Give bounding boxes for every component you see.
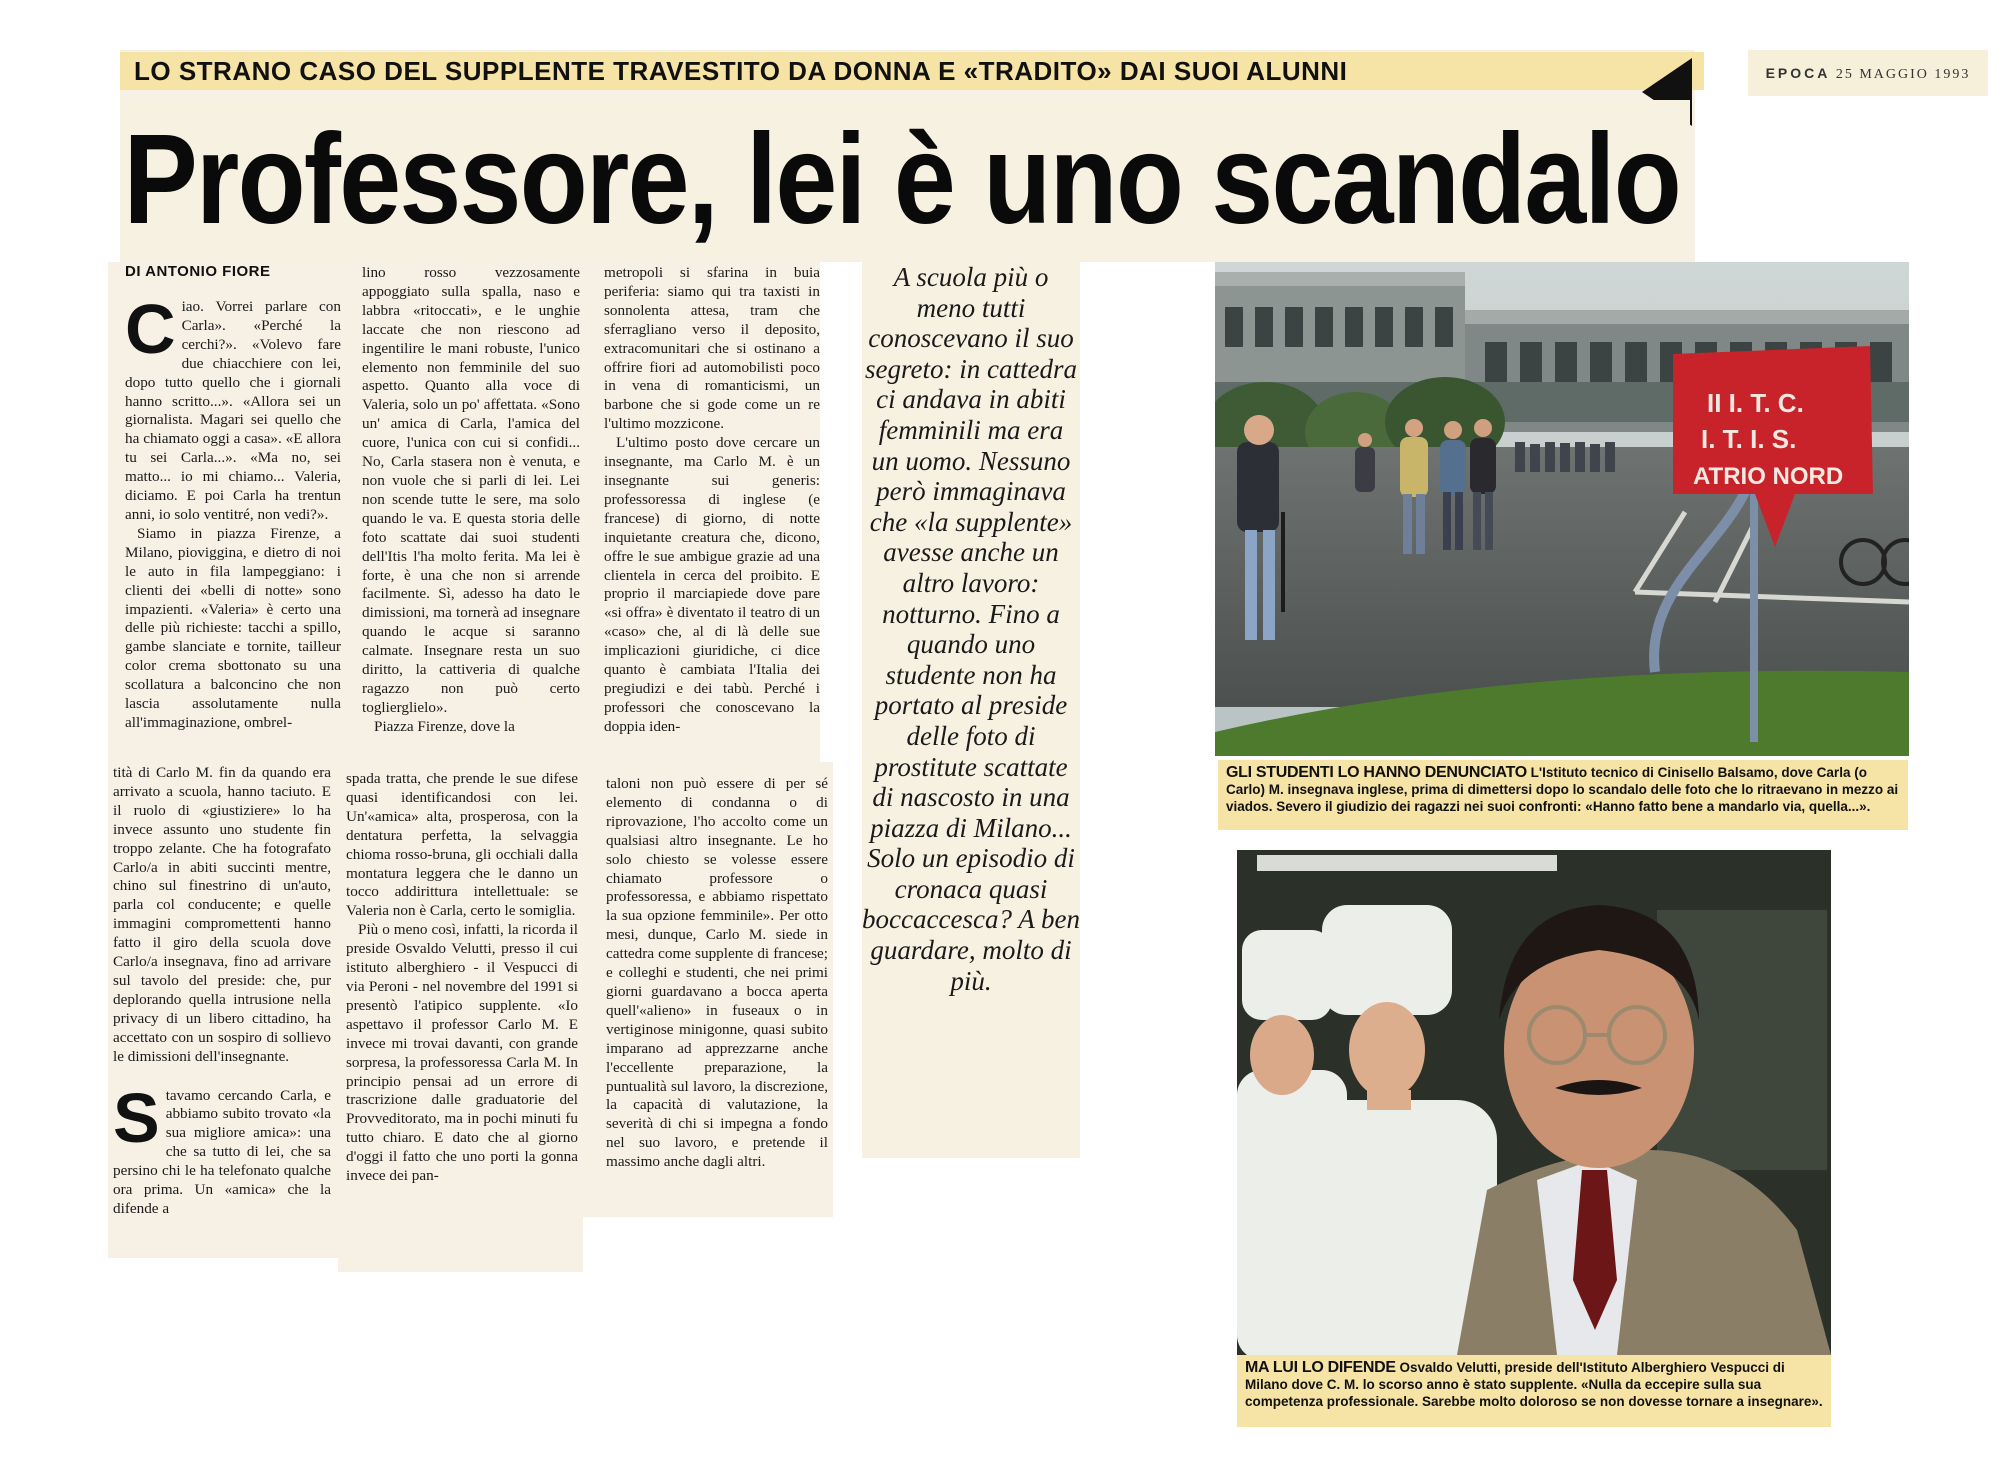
article-paragraph: taloni non può essere di per sé elemento di condanna o di riprovazione, l'ho accolto come un qualsiasi altro insegnante. Le ho solo chiesto se volesse essere chiamato professore o professoressa, e abbiamo rispettato la sua opzione femminile». Per otto mesi, dunque, Carlo M. siede in cattedra come supplente di francese; e colleghi e studenti, che nei primi giorni guardavano a bocca aperta quell'«alieno» in fuseaux o in vertiginose minigonne, quasi subito imparano ad apprezzarne anche l'eccellente preparazione, la puntualità sul lavoro, la discrezione, la capacità di valutazione, la severità di chi si impegna a fondo nel suo lavoro, e pretende il massimo anche dagli altri. [606,775,828,1171]
article-paragraph: L'ultimo posto dove cercare un insegnante, ma Carlo M. è un insegnante sui generis: professoressa di inglese (e francese) di giorno, di notte inquietante creatura che, dicono, offre le sue ambigue grazie ad una clientela in cerca del proibito. E proprio il marciapiede dove pare «si offra» è diventato il teatro di un «caso» che, al di là delle sue implicazioni giuridiche, ci dice quanto è cambiata l'Italia dei pregiudizi e dei tabù. Perché i professori che conoscevano la doppia iden- [604,434,820,735]
photo-school-courtyard [1215,262,1909,756]
article-paragraph: metropoli si sfarina in buia periferia: siamo qui tra taxisti in sonnolenta attesa, tram che sferragliano verso il deposito, extracomunitari che si ostinano a offrire fiori ad automobilisti poco in vena di romanticismi, un barbone che si gode come un re l'ultimo mozzicone. [604,264,820,433]
kicker: LO STRANO CASO DEL SUPPLENTE TRAVESTITO DA DONNA E «TRADITO» DAI SUOI ALUNNI [120,52,1704,90]
article-paragraph: Ciao. Vorrei parlare con Carla». «Perché la cerchi?». «Volevo fare due chiacchiere con lei, dopo tutto quello che i giornali hanno scritto...». «Allora sei un giornalista. Magari sei quello che ha chiamato oggi a casa». «E allora tu sei Carla...». «Ma no, sei matto... io mi chiamo... Valeria, diciamo. E poi Carla ha trentun anni, io solo ventitré, non vedi?». [125,298,341,523]
article-column-6 [606,775,828,1215]
caption-title: MA LUI LO DIFENDE [1245,1359,1396,1376]
masthead [1748,50,1988,96]
photo-principal [1237,850,1831,1355]
article-column-3 [604,264,820,758]
pull-quote: A scuola più o meno tutti conoscevano il suo segreto: in cattedra ci andava in abiti femminili ma era un uomo. Nessuno però immaginava che «la supplente» avesse anche un altro lavoro: notturno. Fino a quando uno studente non ha portato al preside delle foto di prostitute scattate di nascosto in una piazza di Milano... Solo un episodio di cronaca quasi boccaccesca? A ben guardare, molto di più. [862,262,1080,1158]
dropcap: S [113,1078,160,1157]
dropcap: C [125,298,176,368]
masthead-date: 25 MAGGIO 1993 [1835,67,1971,82]
caption-body: L'Istituto tecnico di Cinisello Balsamo, dove Carla (o Carlo) M. insegnava inglese, prima di dimettersi dopo lo scandalo delle foto che lo ritraevano in mezzo ai viados. Severo il giudizio dei ragazzi nei suoi confronti: «Hanno fatto bene a mandarlo via, quella...». [1226,765,1899,814]
article-paragraph: spada tratta, che prende le sue difese quasi identificandosi con lei. Un'«amica» alta, prosperosa, con la dentatura perfetta, la selvaggia chioma rosso-bruna, gli occhiali dalla montatura leggera che le danno un tocco addirittura intellettuale: se Valeria non è Carla, certo le somiglia. [346,770,578,920]
article-column-5 [346,770,578,1268]
sign-line-3: ATRIO NORD [1693,463,1844,490]
photo-caption-2 [1237,1355,1831,1427]
article-paragraph: tità di Carlo M. fin da quando era arrivato a scuola, hanno taciuto. E il ruolo di «giustiziere» lo ha invece assunto uno studente fin troppo zelante. Che ha fotografato Carlo/a in abiti succinti mentre, chino sul finestrino di un'auto, parla col conducente; e quelle immagini compromettenti hanno fatto il giro della scuola dove Carlo/a insegnava, fino ad arrivare sul tavolo del preside: che, pur deplorando quella intrusione nella privacy di un libero cittadino, ha accettato con un sospiro di sollievo le dimissioni dell'insegnante. [113,764,331,1065]
article-paragraph: Stavamo cercando Carla, e abbiamo subito trovato «la sua migliore amica»: una che sa tutto di lei, che sa persino chi le ha telefonato qualche ora prima. Un «amica» che la difende a [113,1078,331,1217]
article-column-2 [362,264,580,758]
sign-line-1: II I. T. C. [1707,388,1804,418]
article-paragraph: Piazza Firenze, dove la [374,717,515,735]
sign-line-2: I. T. I. S. [1701,424,1797,454]
article-column-4 [113,764,331,1254]
photo-caption-1 [1218,760,1908,830]
article-column-1 [125,298,341,758]
byline: DI ANTONIO FIORE [125,263,271,280]
caption-body: Osvaldo Velutti, preside dell'Istituto Alberghiero Vespucci di Milano dove C. M. lo scorso anno è stato supplente. «Nulla da eccepire sulla sua competenza professionale. Sarebbe molto doloroso se non dovesse tornare a insegnare». [1245,1360,1823,1409]
photo-principal-illustration [1237,850,1831,1355]
caption-title: GLI STUDENTI LO HANNO DENUNCIATO [1226,764,1527,781]
article-paragraph: Siamo in piazza Firenze, a Milano, pioviggina, e dietro di noi le auto in fila lampeggiano: i clienti dei «belli di notte» sono impazienti. «Valeria» è certo una delle più richieste: tacchi a spillo, gambe slanciate e tornite, tailleur color crema sbottonato su una scollatura a balconcino che non lascia assolutamente nulla all'immaginazione, ombrel- [125,524,341,731]
article-paragraph: Più o meno così, infatti, la ricorda il preside Osvaldo Velutti, presso il cui istituto alberghiero - il Vespucci di via Peroni - nel novembre del 1991 si presentò l'atipico supplente. «Io aspettavo il professor Carlo M. E invece mi trovai davanti, con grande sorpresa, la professoressa Carla M. In principio pensai ad un errore di trascrizione dalle graduatorie del Provveditorato, ma in pochi minuti fu tutto chiaro. E dato che al giorno d'oggi il fatto che uno porti la gonna invece dei pan- [346,921,578,1185]
photo-school-illustration [1215,262,1909,756]
headline: Professore, lei è uno scandalo [120,100,1690,260]
article-paragraph: lino rosso vezzosamente appoggiato sulla spalla, naso e labbra «ritoccati», e le unghie laccate che non riescono ad ingentilire le mani robuste, l'unico elemento non femminile del suo aspetto. Quanto alla voce di Valeria, solo un po' affettata. «Sono un' amica di Carla, l'amica del cuore, l'unica con cui si confidi... No, Carla stasera non è venuta, e non vuole che si parli di lei. Lei non scende tutte le sere, ma solo quando le va. E questa storia delle foto scattate dai suoi studenti dell'Itis l'ha molto ferita. Ma lei è forte, è una che non si arrende facilmente. Sì, adesso ha dato le dimissioni, ma tornerà ad insegnare quando le acque si saranno calmate. Insegnare resta un suo diritto, la cattiveria di qualche ragazzo non può certo toglierglielo». [362,264,580,716]
masthead-name: EPOCA [1765,65,1831,81]
